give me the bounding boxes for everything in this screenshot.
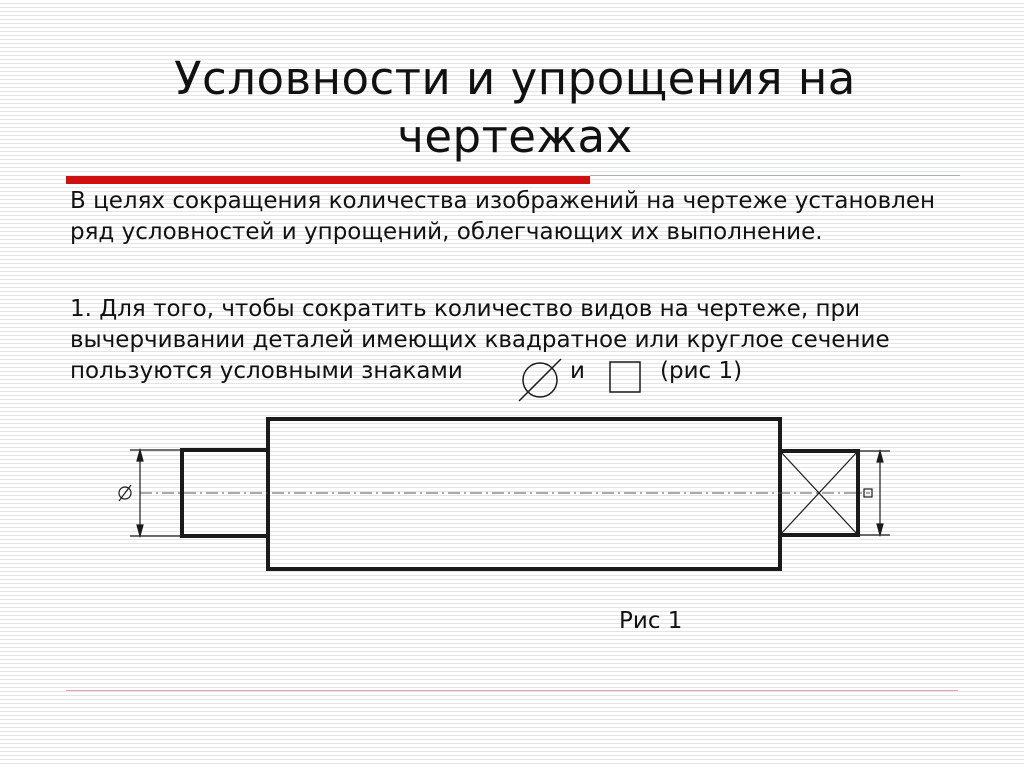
figure-reference: (рис 1)	[660, 358, 743, 384]
title-accent-bar	[66, 176, 590, 184]
conjunction-text: и	[570, 358, 585, 384]
slide-title-line-2: чертежах	[397, 110, 633, 163]
slide-title-line-1: Условности и упрощения на	[174, 52, 856, 105]
rule-paragraph: 1. Для того, чтобы сократить количество видов на чертеже, при вычерчивании деталей имеющих квадратное или круглое сечение пользуются условными знаками	[70, 296, 890, 384]
diameter-symbol-icon	[519, 359, 561, 401]
square-symbol-icon	[610, 362, 640, 392]
right-square-dimension	[858, 451, 890, 535]
shaft-main-body	[268, 419, 780, 569]
footer-divider-line	[66, 690, 958, 691]
figure-caption: Рис 1	[619, 608, 683, 634]
intro-paragraph: В целях сокращения количества изображений на чертеже установлен ряд условностей и упрощений, облегчающих их выполнение.	[70, 188, 936, 245]
slide-title	[60, 50, 970, 166]
shaft-drawing	[100, 405, 900, 585]
title-divider-line	[590, 175, 960, 176]
dimension-diameter-icon	[119, 485, 131, 501]
